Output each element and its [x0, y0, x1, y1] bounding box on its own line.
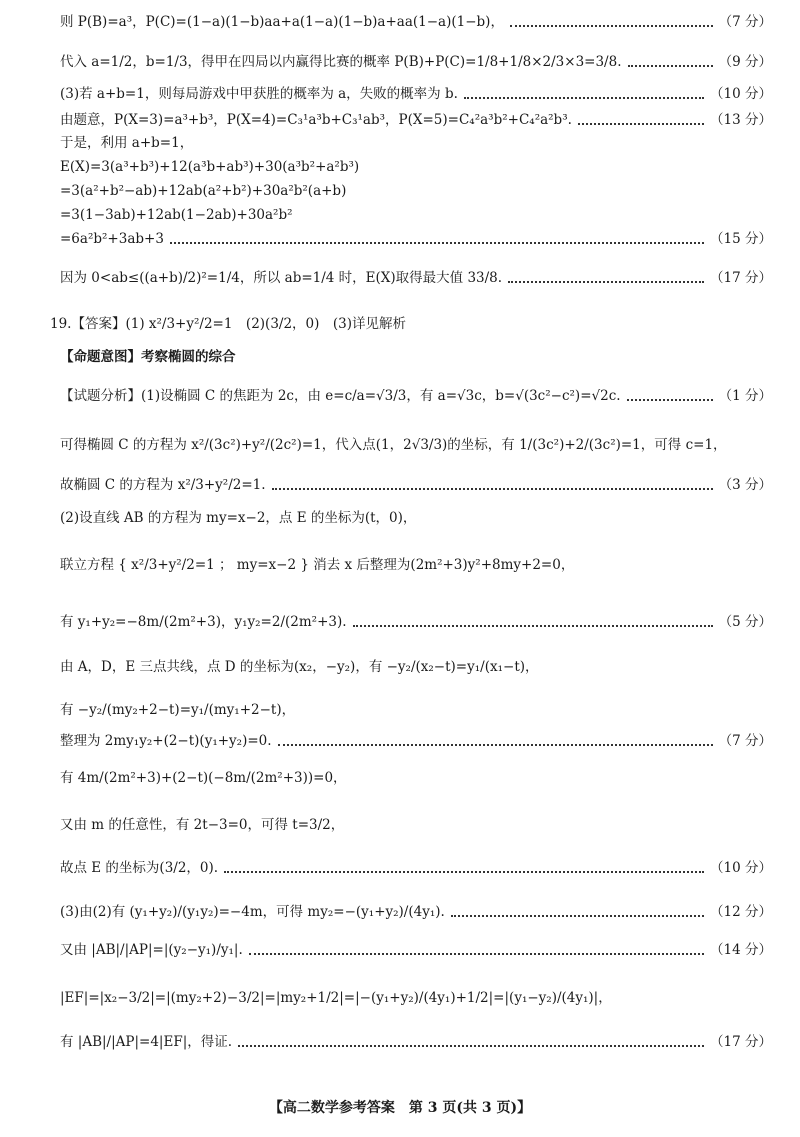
leader-dots	[510, 25, 713, 27]
line-text: 故点 E 的坐标为(3/2，0).	[60, 860, 219, 876]
score: （13 分）	[710, 112, 772, 128]
line-19	[60, 657, 772, 677]
line-text: 又由 m 的任意性，有 2t−3=0，可得 t=3/2，	[60, 817, 345, 833]
intent-heading	[60, 347, 772, 367]
line-text: 故椭圆 C 的方程为 x²/3+y²/2=1.	[60, 477, 266, 493]
line-text: 【命题意图】考察椭圆的综合	[60, 349, 236, 365]
line-14	[60, 435, 772, 455]
leader-dots	[627, 399, 713, 401]
score: （17 分）	[710, 1034, 772, 1050]
line-8	[60, 205, 772, 225]
line-text: 联立方程 { x²/3+y²/2=1 ； my=x−2 } 消去 x 后整理为(2m²+3)y²+8my+2=0，	[60, 557, 575, 573]
line-17	[60, 555, 772, 575]
line-15	[60, 475, 772, 495]
score: （12 分）	[710, 904, 772, 920]
line-text: 由题意，P(X=3)=a³+b³，P(X=4)=C₃¹a³b+C₃¹ab³，P(X=5)=C₄²a³b²+C₄²a²b³.	[60, 112, 572, 128]
leader-dots	[249, 953, 704, 955]
score: （5 分）	[718, 614, 772, 630]
line-23	[60, 815, 772, 835]
score: （14 分）	[710, 942, 772, 958]
line-5	[60, 133, 772, 153]
line-22	[60, 768, 772, 788]
line-27	[60, 988, 772, 1008]
line-24	[60, 858, 772, 878]
score: （15 分）	[710, 231, 772, 247]
q19-answer	[50, 314, 772, 334]
line-text: (3)由(2)有 (y₁+y₂)/(y₁y₂)=−4m，可得 my₂=−(y₁+y₂)/(4y₁).	[60, 904, 445, 920]
line-text: =3(a²+b²−ab)+12ab(a²+b²)+30a²b²(a+b)	[60, 183, 347, 199]
line-20	[60, 700, 772, 720]
line-7	[60, 181, 772, 201]
line-2	[60, 52, 772, 72]
score: （7 分）	[718, 733, 772, 749]
leader-dots	[464, 97, 704, 99]
line-text: (2)设直线 AB 的方程为 my=x−2，点 E 的坐标为(t，0)，	[60, 510, 417, 526]
line-4	[60, 110, 772, 130]
line-21	[60, 731, 772, 751]
line-text: 整理为 2my₁y₂+(2−t)(y₁+y₂)=0.	[60, 733, 272, 749]
line-16	[60, 508, 772, 528]
line-text: 可得椭圆 C 的方程为 x²/(3c²)+y²/(2c²)=1，代入点(1，2√3/3)的坐标，有 1/(3c²)+2/(3c²)=1，可得 c=1，	[60, 437, 727, 453]
line-text: 又由 |AB|/|AP|=|(y₂−y₁)/y₁|.	[60, 942, 243, 958]
line-26	[60, 940, 772, 960]
score: （1 分）	[718, 388, 772, 404]
leader-dots	[272, 488, 713, 490]
line-9	[60, 229, 772, 249]
score: （7 分）	[718, 14, 772, 30]
line-text: 有 y₁+y₂=−8m/(2m²+3)，y₁y₂=2/(2m²+3).	[60, 614, 347, 630]
line-text: E(X)=3(a³+b³)+12(a³b+ab³)+30(a³b²+a²b³)	[60, 159, 360, 175]
line-text: 有 |AB|/|AP|=4|EF|，得证.	[60, 1034, 233, 1050]
score: （9 分）	[718, 54, 772, 70]
leader-dots	[578, 123, 704, 125]
line-text: |EF|=|x₂−3/2|=|(my₂+2)−3/2|=|my₂+1/2|=|−(y₁+y₂)/(4y₁)+1/2|=|(y₁−y₂)/(4y₁)|，	[60, 990, 612, 1006]
line-25	[60, 902, 772, 922]
line-text: 有 4m/(2m²+3)+(2−t)(−8m/(2m²+3))=0，	[60, 770, 347, 786]
line-3	[60, 84, 772, 104]
line-text: 有 −y₂/(my₂+2−t)=y₁/(my₁+2−t)，	[60, 702, 296, 718]
leader-dots	[238, 1045, 704, 1047]
line-10	[60, 268, 772, 288]
line-28	[60, 1032, 772, 1052]
line-text: 由 A，D，E 三点共线，点 D 的坐标为(x₂，−y₂)，有 −y₂/(x₂−t)=y₁/(x₁−t)，	[60, 659, 539, 675]
score: （17 分）	[710, 270, 772, 286]
score: （3 分）	[718, 477, 772, 493]
line-text: 【试题分析】(1)设椭圆 C 的焦距为 2c，由 e=c/a=√3/3，有 a=√3c，b=√(3c²−c²)=√2c.	[60, 388, 621, 404]
line-18	[60, 612, 772, 632]
score: （10 分）	[710, 860, 772, 876]
line-6	[60, 157, 772, 177]
line-text: 因为 0<ab≤((a+b)/2)²=1/4，所以 ab=1/4 时，E(X)取得最大值 33/8.	[60, 270, 503, 286]
leader-dots	[451, 915, 704, 917]
leader-dots	[224, 871, 704, 873]
line-1	[60, 12, 772, 32]
line-text: 代入 a=1/2，b=1/3，得甲在四局以内赢得比赛的概率 P(B)+P(C)=1/8+1/8×2/3×3=3/8.	[60, 54, 622, 70]
leader-dots	[170, 242, 704, 244]
leader-dots	[353, 625, 713, 627]
line-text: =6a²b²+3ab+3	[60, 231, 164, 247]
leader-dots	[278, 744, 713, 746]
line-text: (3)若 a+b=1，则每局游戏中甲获胜的概率为 a，失败的概率为 b.	[60, 86, 458, 102]
line-13	[60, 386, 772, 406]
line-text: 则 P(B)=a³，P(C)=(1−a)(1−b)aa+a(1−a)(1−b)a+aa(1−a)(1−b)，	[60, 14, 504, 30]
line-text: 于是，利用 a+b=1，	[60, 135, 194, 151]
line-text: 19.【答案】(1) x²/3+y²/2=1 (2)(3/2，0) (3)详见解析	[50, 316, 407, 332]
page-footer: 【高二数学参考答案 第 3 页(共 3 页)】	[268, 1100, 532, 1116]
leader-dots	[508, 281, 704, 283]
score: （10 分）	[710, 86, 772, 102]
line-text: =3(1−3ab)+12ab(1−2ab)+30a²b²	[60, 207, 293, 223]
leader-dots	[628, 65, 713, 67]
